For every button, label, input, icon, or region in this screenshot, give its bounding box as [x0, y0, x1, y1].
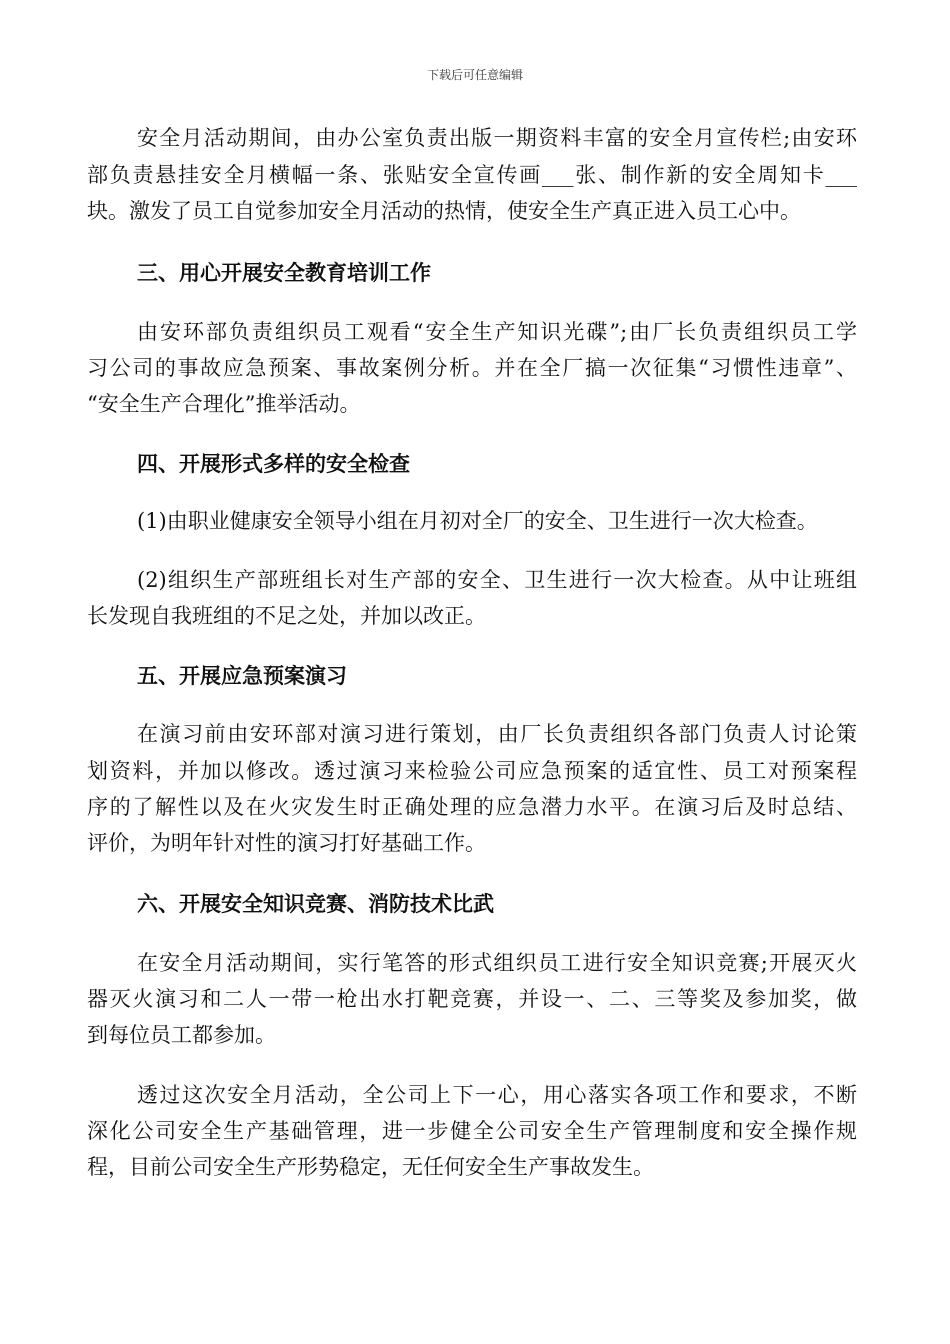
paragraph-line: 序的了解性以及在火灾发生时正确处理的应急潜力水平。在演习后及时总结、 [87, 795, 857, 819]
paragraph-line: 由安环部负责组织员工观看“安全生产知识光碟”;由厂长负责组织员工学 [137, 320, 857, 344]
section-heading: 五、开展应急预案演习 [137, 663, 347, 688]
paragraph-line: 块。激发了员工自觉参加安全月活动的热情，使安全生产真正进入员工心中。 [87, 199, 801, 223]
paragraph-line: “安全生产合理化”推举活动。 [87, 392, 361, 416]
paragraph-line: 安全月活动期间，由办公室负责出版一期资料丰富的安全月宣传栏;由安环 [137, 126, 857, 150]
paragraph-line: 划资料，并加以修改。透过演习来检验公司应急预案的适宜性、员工对预案程 [87, 759, 857, 783]
paragraph-line: 程，目前公司安全生产形势稳定，无任何安全生产事故发生。 [87, 1155, 654, 1179]
paragraph-line: 评价，为明年针对性的演习打好基础工作。 [87, 831, 486, 855]
paragraph-line: 在安全月活动期间，实行笔答的形式组织员工进行安全知识竞赛;开展灭火 [137, 951, 857, 975]
section-heading: 四、开展形式多样的安全检查 [137, 451, 410, 476]
section-heading: 三、用心开展安全教育培训工作 [137, 260, 431, 285]
paragraph-line: (2)组织生产部班组长对生产部的安全、卫生进行一次大检查。从中让班组 [137, 568, 857, 592]
page-header: 下载后可任意编辑 [426, 68, 523, 82]
paragraph-line: 部负责悬挂安全月横幅一条、张贴安全宣传画___张、制作新的安全周知卡___ [87, 163, 857, 187]
section-heading: 六、开展安全知识竞赛、消防技术比武 [137, 891, 494, 916]
paragraph-line: 到每位员工都参加。 [87, 1023, 276, 1047]
paragraph-line: 长发现自我班组的不足之处，并加以改正。 [87, 604, 486, 628]
paragraph-line: 习公司的事故应急预案、事故案例分析。并在全厂搞一次征集“习惯性违章”、 [87, 356, 857, 380]
paragraph-line: (1)由职业健康安全领导小组在月初对全厂的安全、卫生进行一次大检查。 [137, 509, 818, 533]
paragraph-line: 透过这次安全月活动，全公司上下一心，用心落实各项工作和要求，不断 [137, 1083, 857, 1107]
paragraph-line: 在演习前由安环部对演习进行策划，由厂长负责组织各部门负责人讨论策 [137, 722, 857, 746]
paragraph-line: 深化公司安全生产基础管理，进一步健全公司安全生产管理制度和安全操作规 [87, 1119, 857, 1143]
paragraph-line: 器灭火演习和二人一带一枪出水打靶竞赛，并设一、二、三等奖及参加奖，做 [87, 987, 857, 1011]
